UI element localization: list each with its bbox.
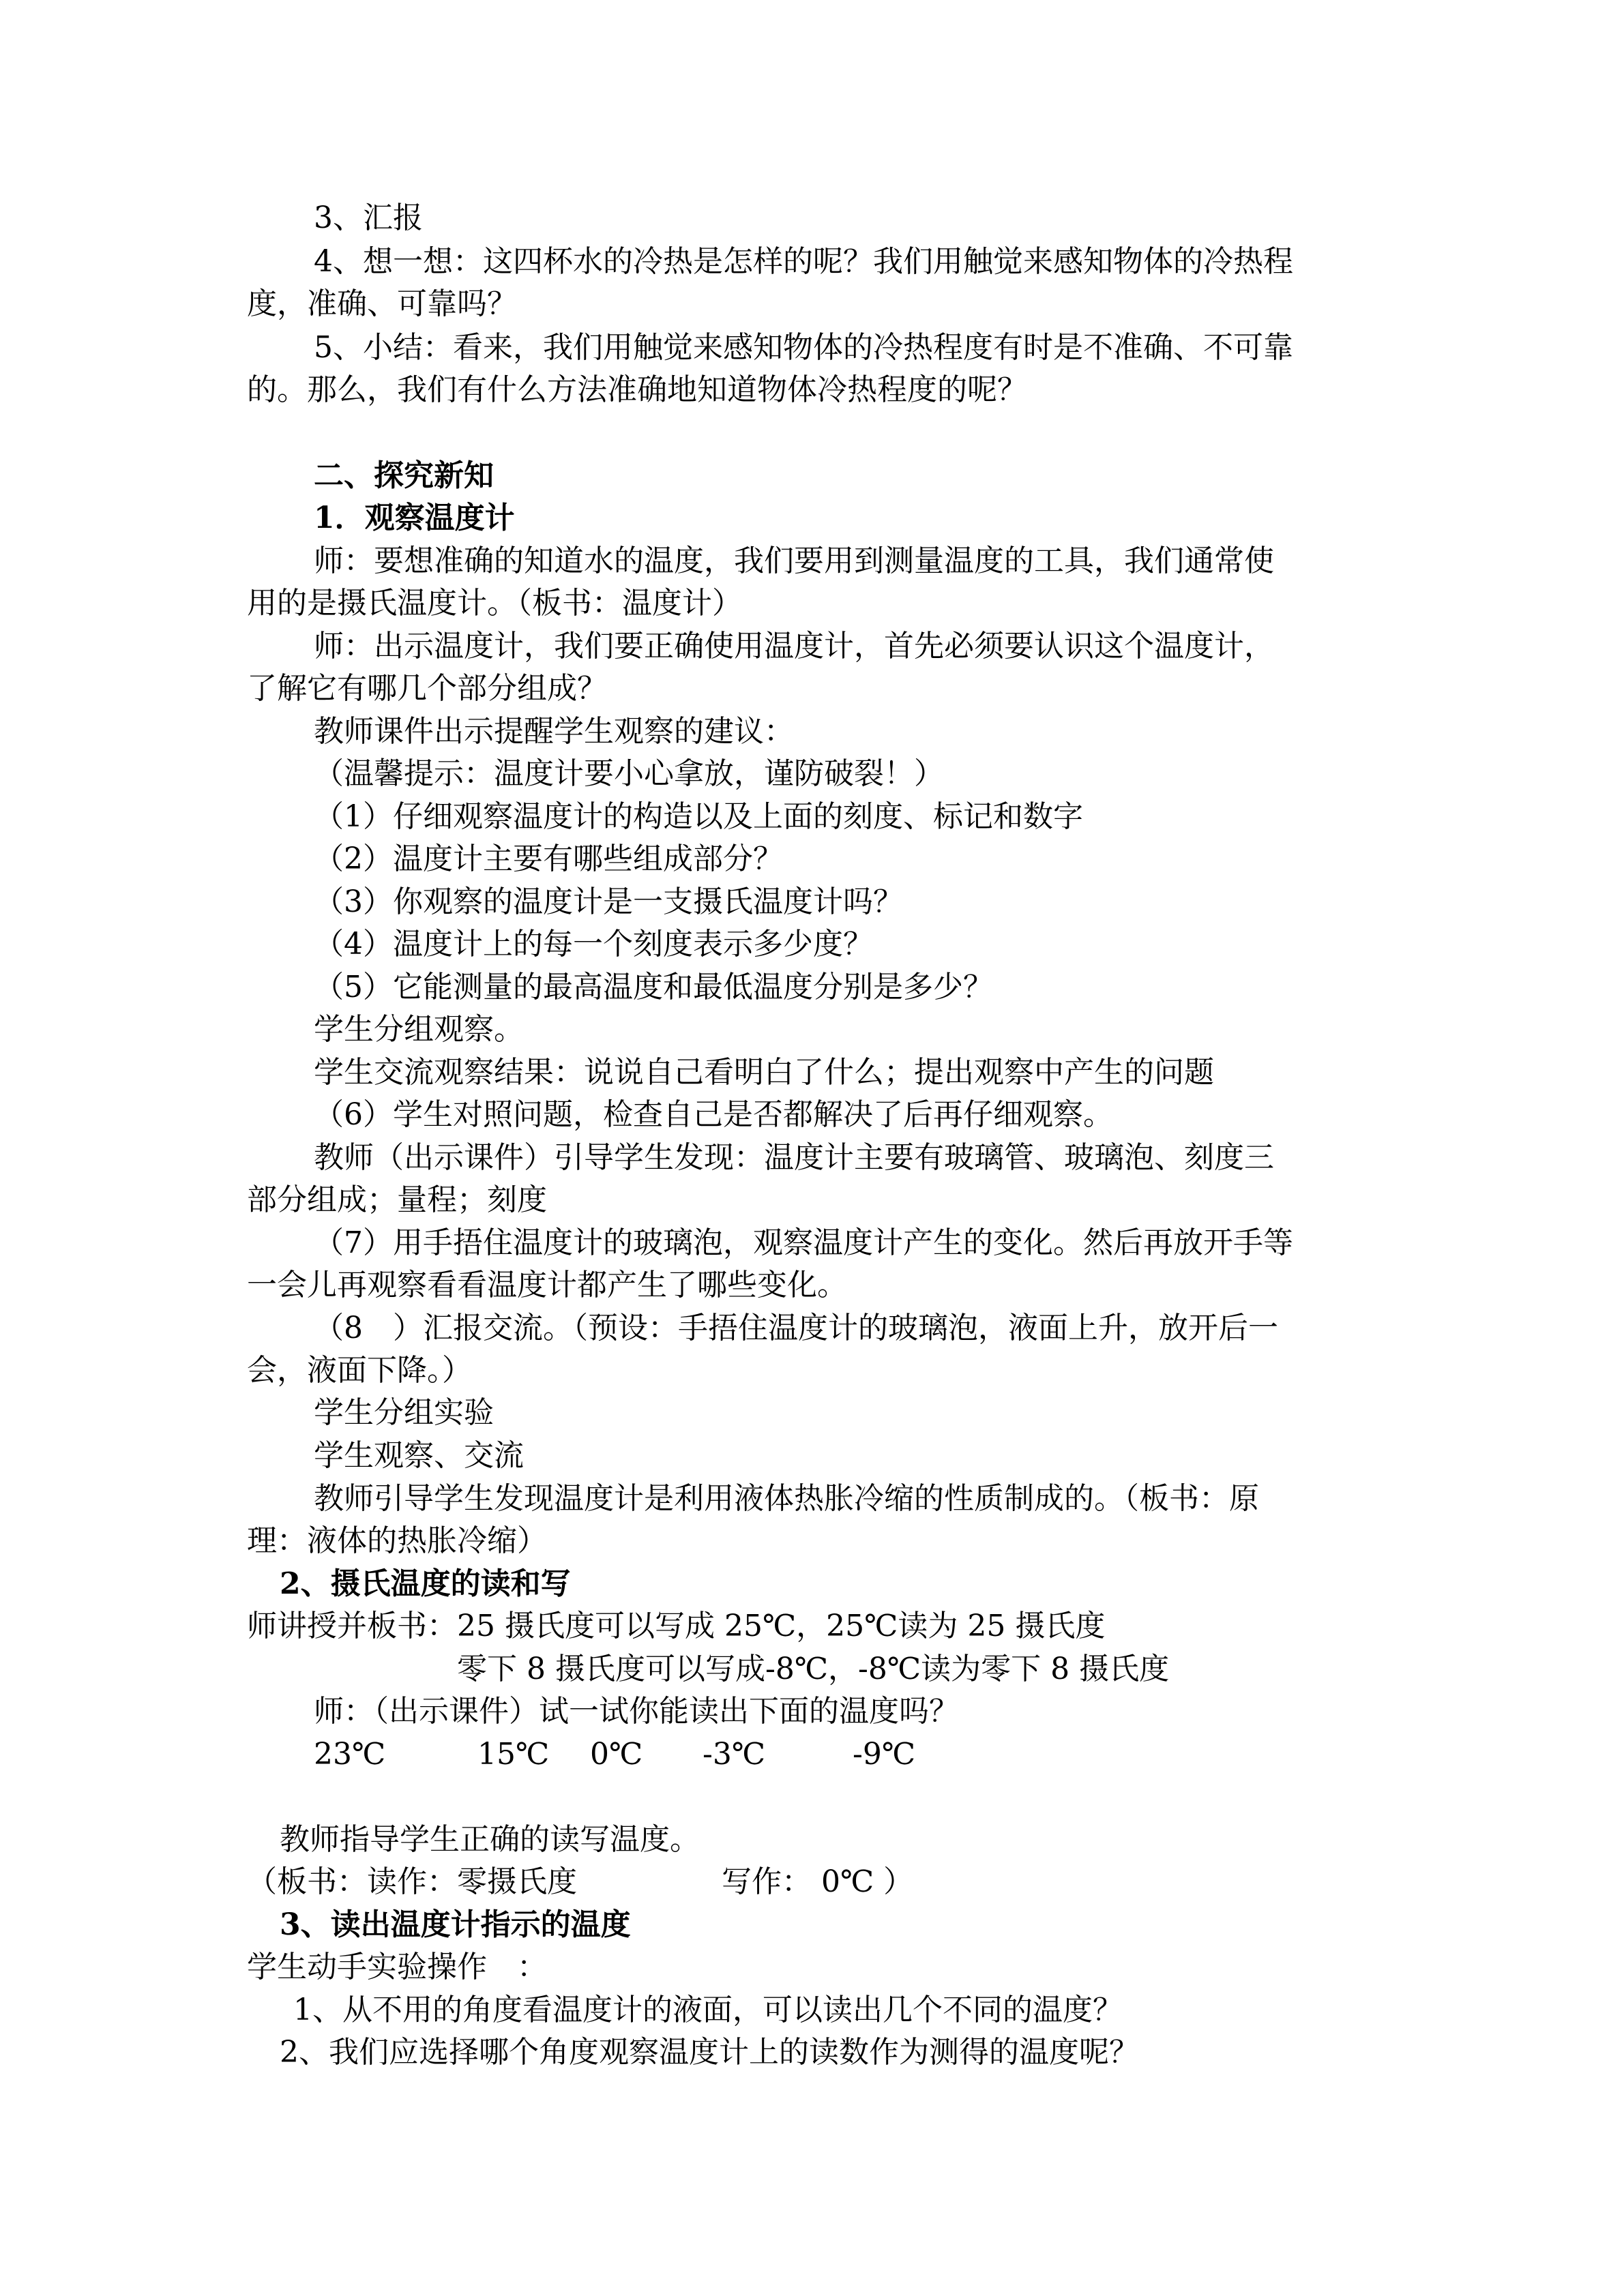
subsection-heading: 1．观察温度计 xyxy=(314,501,515,535)
text-line: 学生动手实验操作 ： xyxy=(247,1950,547,1984)
text-line: 4、想一想：这四杯水的冷热是怎样的呢？我们用触觉来感知物体的冷热程 xyxy=(314,244,1293,279)
text-line: 学生观察、交流 xyxy=(314,1438,524,1473)
list-item: （3）你观察的温度计是一支摄氏温度计吗？ xyxy=(314,884,903,919)
temperature-value: 15℃ xyxy=(477,1737,550,1772)
text-line: 用的是摄氏温度计。（板书：温度计） xyxy=(247,586,742,621)
text-line: 理：液体的热胀冷缩） xyxy=(247,1523,547,1558)
temperature-value: -9℃ xyxy=(853,1737,916,1772)
text-line: 教师（出示课件）引导学生发现：温度计主要有玻璃管、玻璃泡、刻度三 xyxy=(314,1140,1274,1175)
temperature-value: -3℃ xyxy=(703,1737,766,1772)
list-item: 2、我们应选择哪个角度观察温度计上的读数作为测得的温度呢？ xyxy=(280,2035,1139,2070)
list-item: （8 ）汇报交流。（预设：手捂住温度计的玻璃泡，液面上升，放开后一 xyxy=(314,1311,1278,1345)
list-item: （4）温度计上的每一个刻度表示多少度？ xyxy=(314,927,873,961)
subsection-heading: 2、摄氏温度的读和写 xyxy=(280,1566,571,1601)
section-heading: 二、探究新知 xyxy=(314,458,494,493)
text-line: 学生分组观察。 xyxy=(314,1012,524,1047)
text-line: （板书：读作：零摄氏度 xyxy=(247,1864,577,1899)
text-line: 零下 8 摄氏度可以写成-8℃，-8℃读为零下 8 摄氏度 xyxy=(457,1652,1170,1686)
text-line: 一会儿再观察看看温度计都产生了哪些变化。 xyxy=(247,1268,847,1302)
text-line: 度，准确、可靠吗？ xyxy=(247,286,517,321)
list-item: （5）它能测量的最高温度和最低温度分别是多少？ xyxy=(314,970,993,1004)
list-item: （1）仔细观察温度计的构造以及上面的刻度、标记和数字 xyxy=(314,799,1083,834)
temperature-examples xyxy=(0,1735,1624,1774)
temperature-value: 0℃ xyxy=(590,1737,643,1772)
text-line: 了解它有哪几个部分组成？ xyxy=(247,671,607,706)
text-line: 教师引导学生发现温度计是利用液体热胀冷缩的性质制成的。（板书：原 xyxy=(314,1481,1259,1516)
text-line: 写作： 0℃ ） xyxy=(722,1864,914,1899)
temperature-value: 23℃ xyxy=(314,1737,386,1772)
list-item: （6）学生对照问题，检查自己是否都解决了后再仔细观察。 xyxy=(314,1097,1113,1132)
text-line: （温馨提示：温度计要小心拿放，谨防破裂！） xyxy=(314,756,944,791)
text-line: 5、小结：看来，我们用触觉来感知物体的冷热程度有时是不准确、不可靠 xyxy=(314,330,1293,365)
text-line: 部分组成；量程；刻度 xyxy=(247,1182,547,1217)
text-line: 的。那么，我们有什么方法准确地知道物体冷热程度的呢？ xyxy=(247,372,1027,407)
list-item: （7）用手捂住温度计的玻璃泡，观察温度计产生的变化。然后再放开手等 xyxy=(314,1225,1293,1260)
subsection-heading: 3、读出温度计指示的温度 xyxy=(280,1907,631,1942)
text-line: 会，液面下降。） xyxy=(247,1353,472,1388)
text-line: 师：（出示课件）试一试你能读出下面的温度吗？ xyxy=(314,1694,959,1729)
text-line: 3、汇报 xyxy=(314,200,423,235)
list-item: 1、从不用的角度看温度计的液面，可以读出几个不同的温度？ xyxy=(293,1993,1123,2027)
text-line: 师讲授并板书：25 摄氏度可以写成 25℃，25℃读为 25 摄氏度 xyxy=(247,1609,1106,1643)
list-item: （2）温度计主要有哪些组成部分？ xyxy=(314,841,783,876)
text-line: 师：要想准确的知道水的温度，我们要用到测量温度的工具，我们通常使 xyxy=(314,543,1274,578)
text-line: 学生交流观察结果：说说自己看明白了什么；提出观察中产生的问题 xyxy=(314,1055,1214,1090)
text-line: 师：出示温度计，我们要正确使用温度计，首先必须要认识这个温度计， xyxy=(314,629,1274,664)
text-line: 学生分组实验 xyxy=(314,1395,494,1430)
text-line: 教师指导学生正确的读写温度。 xyxy=(280,1822,700,1857)
text-line: 教师课件出示提醒学生观察的建议： xyxy=(314,714,794,749)
